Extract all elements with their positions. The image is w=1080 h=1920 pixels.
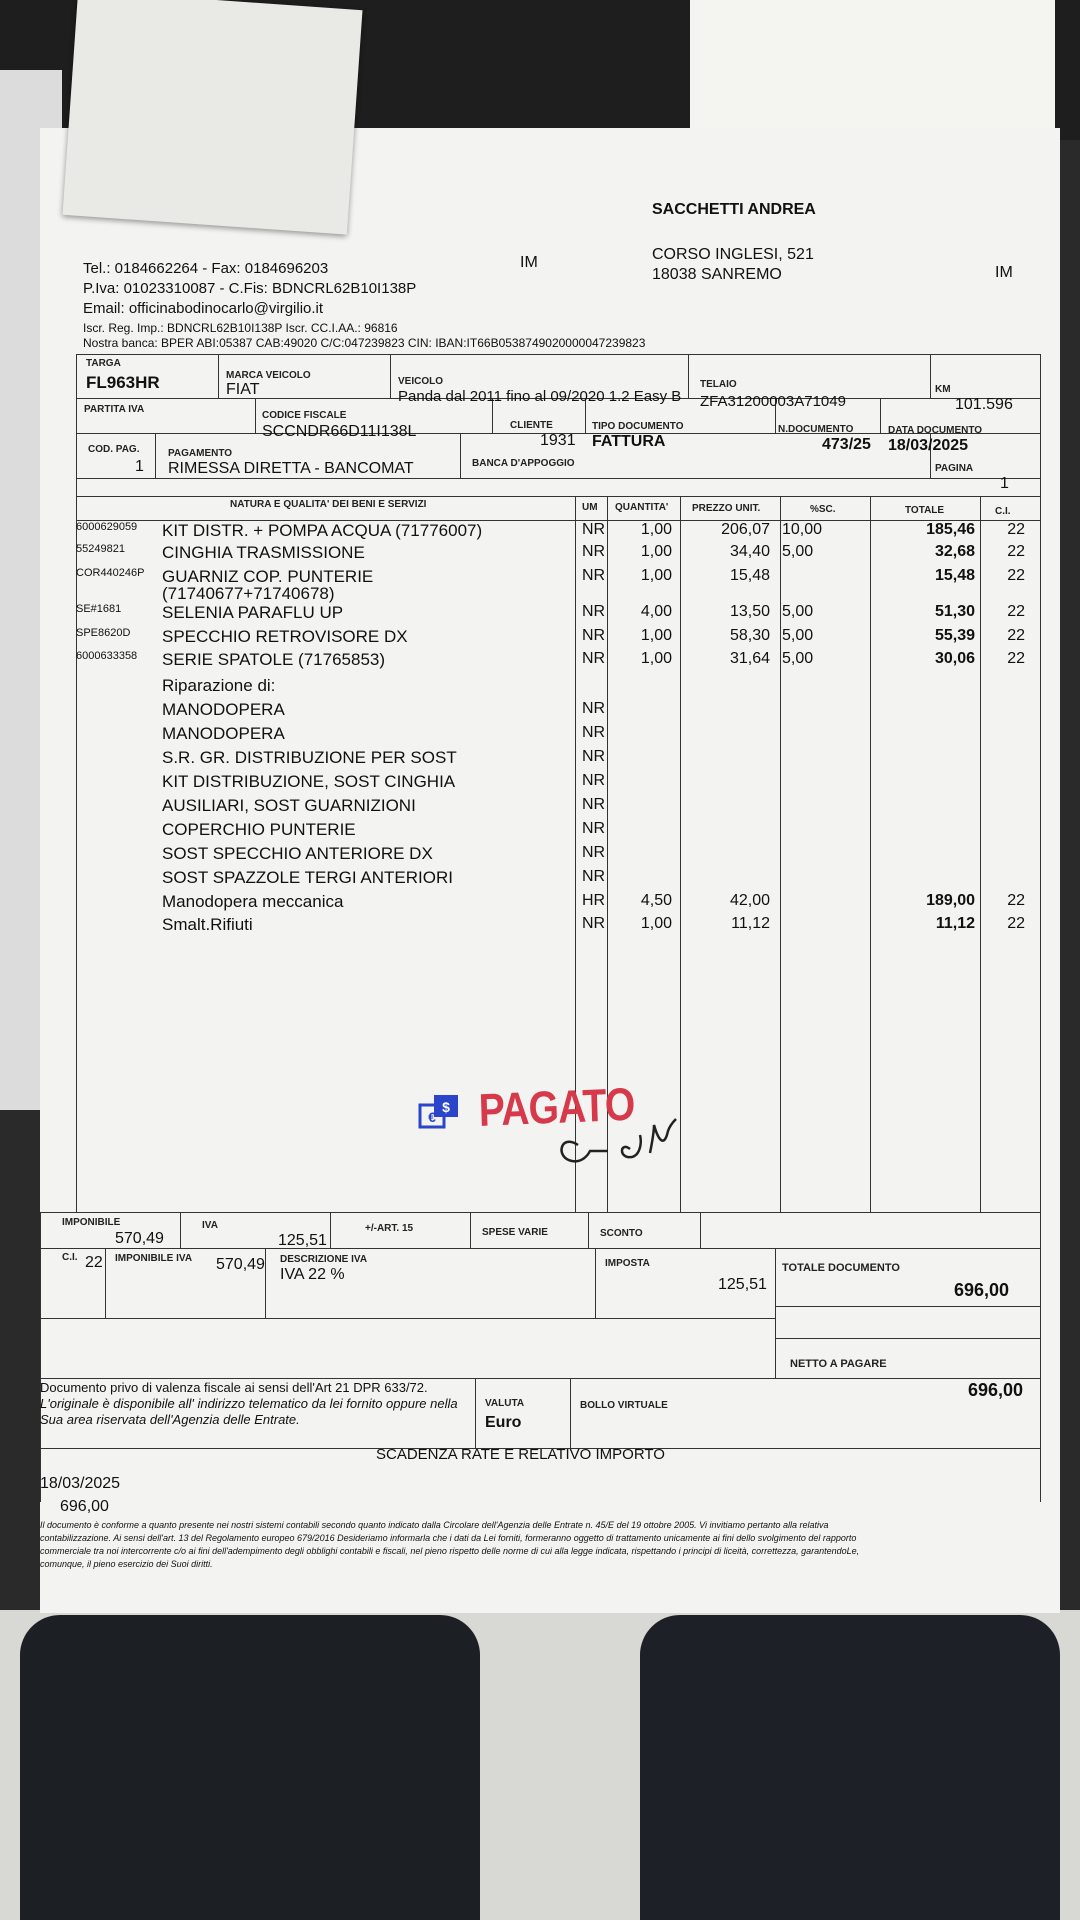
item-description: SELENIA PARAFLU UP	[162, 603, 344, 622]
col-header-um: UM	[582, 502, 598, 513]
grid-line	[930, 354, 931, 398]
invoice-paper	[40, 128, 1060, 1613]
item-description: Riparazione di:	[162, 676, 276, 695]
item-quantity: 4,50	[640, 892, 672, 909]
item-description: AUSILIARI, SOST GUARNIZIONI	[162, 796, 416, 815]
company-name: SACCHETTI ANDREA	[652, 201, 816, 218]
item-description: (71740677+71740678)	[162, 584, 335, 603]
pagato-stamp: PAGATO	[478, 1077, 636, 1136]
table-row	[40, 868, 1040, 892]
item-price: 206,07	[721, 521, 770, 538]
data-documento-label: DATA DOCUMENTO	[888, 425, 983, 436]
pagamento-label: PAGAMENTO	[168, 448, 233, 459]
grid-line	[105, 1248, 106, 1318]
grid-line	[775, 1338, 1040, 1339]
grid-line	[265, 1248, 266, 1318]
km-value: 101.596	[955, 396, 1013, 413]
table-row	[40, 650, 1040, 674]
item-um: NR	[582, 543, 606, 560]
item-total: 32,68	[934, 543, 975, 560]
data-documento-value: 18/03/2025	[888, 437, 969, 454]
note-line-3: Sua area riservata dell'Agenzia delle Entrate.	[40, 1412, 300, 1427]
imponibile-label: IMPONIBILE	[62, 1217, 121, 1228]
ci-value: 22	[85, 1254, 103, 1271]
tipo-documento-value: FATTURA	[592, 433, 666, 450]
item-price: 13,50	[729, 603, 770, 620]
item-quantity: 1,00	[640, 567, 672, 584]
codice-fiscale-label: CODICE FISCALE	[262, 410, 347, 421]
grid-line	[76, 496, 1040, 497]
table-row	[40, 915, 1040, 939]
marca-value: FIAT	[226, 381, 260, 398]
item-um: NR	[582, 567, 606, 584]
company-email: Email: officinabodinocarlo@virgilio.it	[83, 300, 324, 317]
codice-fiscale-value: SCCNDR66D11I138L	[262, 423, 417, 440]
svg-text:$: $	[442, 1099, 450, 1115]
invoice-document	[40, 128, 1060, 1613]
item-description: CINGHIA TRASMISSIONE	[162, 543, 365, 562]
table-row	[40, 892, 1040, 916]
item-code: 6000633358	[76, 650, 138, 662]
tipo-documento-label: TIPO DOCUMENTO	[592, 421, 684, 432]
item-price: 58,30	[729, 627, 770, 644]
grid-line	[1040, 1212, 1041, 1502]
grid-line	[588, 1212, 589, 1248]
scadenza-amount: 696,00	[60, 1498, 109, 1515]
item-um: NR	[582, 627, 606, 644]
imponibile-iva-value: 570,49	[216, 1256, 265, 1273]
item-quantity: 1,00	[640, 627, 672, 644]
imposta-value: 125,51	[718, 1276, 767, 1293]
grid-line	[40, 1318, 775, 1319]
item-quantity: 4,00	[640, 603, 672, 620]
company-registration: Iscr. Reg. Imp.: BDNCRL62B10I138P Iscr. CC.I.AA.: 96816	[83, 321, 398, 335]
cliente-value: 1931	[540, 432, 576, 449]
item-total: 15,48	[934, 567, 975, 584]
item-code: SE#1681	[76, 603, 122, 615]
item-um: NR	[582, 603, 606, 620]
iva-value: 125,51	[278, 1232, 327, 1249]
item-code: 6000629059	[76, 521, 138, 533]
grid-line	[40, 1248, 1040, 1249]
grid-line	[775, 1306, 1040, 1307]
item-discount: 5,00	[782, 627, 814, 644]
veicolo-value: Panda dal 2011 fino al 09/2020 1.2 Easy B	[398, 388, 682, 405]
company-province: IM	[520, 254, 538, 271]
scadenza-date: 18/03/2025	[40, 1475, 121, 1492]
item-price: 34,40	[729, 543, 770, 560]
grid-line	[40, 1212, 41, 1502]
company-city: 18038 SANREMO	[652, 266, 782, 283]
art15-label: +/-ART. 15	[365, 1223, 414, 1234]
item-ci: 22	[1007, 650, 1025, 667]
table-row	[40, 543, 1040, 567]
spese-varie-label: SPESE VARIE	[482, 1227, 548, 1238]
item-price: 31,64	[729, 650, 770, 667]
item-um: NR	[582, 650, 606, 667]
company-province-right: IM	[995, 264, 1013, 281]
signature	[550, 1103, 690, 1173]
item-description: KIT DISTRIBUZIONE, SOST CINGHIA	[162, 772, 456, 791]
item-um: NR	[582, 521, 606, 538]
item-price: 42,00	[729, 892, 770, 909]
grid-line	[460, 433, 461, 478]
item-quantity: 1,00	[640, 650, 672, 667]
n-documento-label: N.DOCUMENTO	[778, 424, 854, 435]
table-row	[40, 748, 1040, 772]
valuta-value: Euro	[485, 1414, 522, 1431]
banca-appoggio-label: BANCA D'APPOGGIO	[472, 458, 575, 469]
item-description: GUARNIZ COP. PUNTERIE	[162, 567, 374, 586]
col-header-ci: C.I.	[995, 506, 1011, 517]
cliente-label: CLIENTE	[510, 420, 553, 431]
company-bank: Nostra banca: BPER ABI:05387 CAB:49020 C/C:047239823 CIN: IBAN:IT66B0538749020000047239823	[83, 336, 646, 350]
marca-label: MARCA VEICOLO	[226, 370, 311, 381]
item-description: COPERCHIO PUNTERIE	[162, 820, 356, 839]
imponibile-iva-label: IMPONIBILE IVA	[115, 1253, 193, 1264]
item-total: 185,46	[926, 521, 975, 538]
grid-line	[688, 354, 689, 398]
item-ci: 22	[1007, 892, 1025, 909]
item-discount: 5,00	[782, 650, 814, 667]
grid-line	[595, 1248, 596, 1318]
grid-line	[570, 1378, 571, 1448]
item-description: Manodopera meccanica	[162, 892, 344, 911]
item-description: Smalt.Rifiuti	[162, 915, 253, 934]
grid-line	[475, 1378, 476, 1448]
thermal-receipt	[62, 0, 362, 235]
svg-text:€: €	[428, 1109, 436, 1125]
table-row	[40, 820, 1040, 844]
background-paper-sheet	[690, 0, 1055, 128]
item-total: 51,30	[934, 603, 975, 620]
km-label: KM	[935, 384, 951, 395]
item-code: COR440246P	[76, 567, 145, 579]
item-price: 15,48	[729, 567, 770, 584]
table-row	[40, 724, 1040, 748]
pagina-value: 1	[1000, 475, 1009, 492]
item-discount: 10,00	[782, 521, 823, 538]
item-description: MANODOPERA	[162, 700, 285, 719]
item-quantity: 1,00	[640, 915, 672, 932]
item-ci: 22	[1007, 603, 1025, 620]
item-price: 11,12	[731, 915, 770, 932]
grid-line	[775, 1248, 776, 1378]
item-ci: 22	[1007, 543, 1025, 560]
item-total: 189,00	[926, 892, 975, 909]
telaio-label: TELAIO	[700, 379, 737, 390]
item-discount: 5,00	[782, 543, 814, 560]
item-um: NR	[582, 844, 606, 861]
table-row	[40, 627, 1040, 651]
item-description: S.R. GR. DISTRIBUZIONE PER SOST	[162, 748, 457, 767]
table-row	[40, 521, 1040, 545]
grid-line	[218, 354, 219, 398]
table-row	[40, 676, 1040, 700]
grid-line	[76, 354, 1040, 355]
item-um: NR	[582, 724, 606, 741]
item-discount: 5,00	[782, 603, 814, 620]
scadenza-title: SCADENZA RATE E RELATIVO IMPORTO	[376, 1446, 665, 1463]
item-description: SOST SPAZZOLE TERGI ANTERIORI	[162, 868, 453, 887]
table-row	[40, 772, 1040, 796]
item-code: SPE8620D	[76, 627, 131, 639]
legal-line-1: Il documento è conforme a quanto presente nei nostri sistemi contabili secondo quanto indicato dalla Circolare dell'Agenzia delle Entrate n. 45/E del 19 ottobre 2005. Vi invitiamo pertanto alla relativa	[40, 1520, 829, 1530]
legal-line-2: contabilizzazione. Ai sensi dell'art. 13 del Regolamento europeo 679/2016 Desideriamo informarla che i dati da Lei forniti, formeranno oggetto di trattamento unicamente ai fini dello svolgimento del rapporto	[40, 1533, 857, 1543]
grid-line	[40, 1378, 1040, 1379]
grid-line	[880, 398, 881, 433]
netto-pagare-label: NETTO A PAGARE	[790, 1358, 887, 1370]
jeans-left-leg	[20, 1615, 480, 1920]
item-total: 11,12	[935, 915, 975, 932]
n-documento-value: 473/25	[822, 436, 871, 453]
item-description: KIT DISTR. + POMPA ACQUA (71776007)	[162, 521, 483, 540]
sconto-label: SCONTO	[600, 1228, 643, 1239]
col-header-sconto: %SC.	[810, 504, 836, 515]
grid-line	[76, 478, 1040, 479]
grid-line	[40, 1212, 1040, 1213]
cod-pag-label: COD. PAG.	[88, 444, 140, 455]
netto-pagare-value: 696,00	[968, 1380, 1024, 1400]
item-um: NR	[582, 748, 606, 765]
item-total: 30,06	[934, 650, 975, 667]
table-row	[40, 603, 1040, 627]
item-um: NR	[582, 915, 606, 932]
company-tel-fax: Tel.: 0184662264 - Fax: 0184696203	[83, 260, 329, 277]
iva-label: IVA	[202, 1220, 218, 1231]
item-quantity: 1,00	[640, 521, 672, 538]
item-um: NR	[582, 868, 606, 885]
item-um: NR	[582, 796, 606, 813]
imponibile-value: 570,49	[115, 1230, 164, 1247]
ci-label: C.I.	[62, 1252, 78, 1263]
descrizione-iva-value: IVA 22 %	[280, 1266, 345, 1283]
item-description: SERIE SPATOLE (71765853)	[162, 650, 386, 669]
item-um: HR	[582, 892, 606, 909]
col-header-quantita: QUANTITA'	[615, 502, 669, 513]
grid-line	[1040, 354, 1041, 1212]
item-ci: 22	[1007, 521, 1025, 538]
col-header-natura: NATURA E QUALITA' DEI BENI E SERVIZI	[230, 499, 427, 510]
company-piva: P.Iva: 01023310087 - C.Fis: BDNCRL62B10I138P	[83, 280, 417, 297]
grid-line	[255, 398, 256, 433]
pagamento-value: RIMESSA DIRETTA - BANCOMAT	[168, 460, 414, 477]
grid-line	[390, 354, 391, 398]
targa-label: TARGA	[86, 358, 121, 369]
company-address: CORSO INGLESI, 521	[652, 246, 814, 263]
item-description: SOST SPECCHIO ANTERIORE DX	[162, 844, 433, 863]
col-header-totale: TOTALE	[905, 505, 945, 516]
jeans-right-leg	[640, 1615, 1060, 1920]
item-description: SPECCHIO RETROVISORE DX	[162, 627, 408, 646]
note-line-1: Documento privo di valenza fiscale ai sensi dell'Art 21 DPR 633/72.	[40, 1380, 428, 1395]
cod-pag-value: 1	[135, 458, 144, 475]
imposta-label: IMPOSTA	[605, 1258, 650, 1269]
table-row	[40, 700, 1040, 724]
grid-line	[155, 433, 156, 478]
grid-line	[700, 1212, 701, 1248]
legal-line-3: commerciale tra noi intercorrente c/o ai fini dell'adempimento degli obblighi contabili e fiscali, nel pieno rispetto delle norme di cui alla legge indicata, rispettando i principi di liceità, correttezza, garantendoLe,	[40, 1546, 860, 1556]
item-um: NR	[582, 820, 606, 837]
telaio-value: ZFA31200003A71049	[700, 393, 846, 410]
grid-line	[470, 1212, 471, 1248]
item-code: 55249821	[76, 543, 125, 555]
valuta-label: VALUTA	[485, 1398, 525, 1409]
partita-iva-label: PARTITA IVA	[84, 404, 145, 415]
money-icon	[418, 1093, 462, 1133]
item-um: NR	[582, 700, 606, 717]
item-um: NR	[582, 772, 606, 789]
veicolo-label: VEICOLO	[398, 376, 444, 387]
grid-line	[180, 1212, 181, 1248]
totale-documento-value: 696,00	[954, 1280, 1010, 1300]
item-description: MANODOPERA	[162, 724, 285, 743]
totale-documento-label: TOTALE DOCUMENTO	[782, 1262, 900, 1274]
legal-line-4: comunque, il pieno esercizio dei Suoi diritti.	[40, 1559, 213, 1569]
item-ci: 22	[1007, 567, 1025, 584]
table-row	[40, 844, 1040, 868]
bollo-virtuale-label: BOLLO VIRTUALE	[580, 1400, 668, 1411]
targa-value: FL963HR	[86, 373, 160, 392]
item-ci: 22	[1007, 915, 1025, 932]
col-header-prezzo: PREZZO UNIT.	[692, 503, 761, 514]
descrizione-iva-label: DESCRIZIONE IVA	[280, 1254, 368, 1265]
item-quantity: 1,00	[640, 543, 672, 560]
pagina-label: PAGINA	[935, 463, 974, 474]
note-line-2: L'originale è disponibile all' indirizzo telematico da lei fornito oppure nella	[40, 1396, 458, 1411]
table-row	[40, 796, 1040, 820]
grid-line	[330, 1212, 331, 1248]
item-total: 55,39	[934, 627, 975, 644]
item-ci: 22	[1007, 627, 1025, 644]
